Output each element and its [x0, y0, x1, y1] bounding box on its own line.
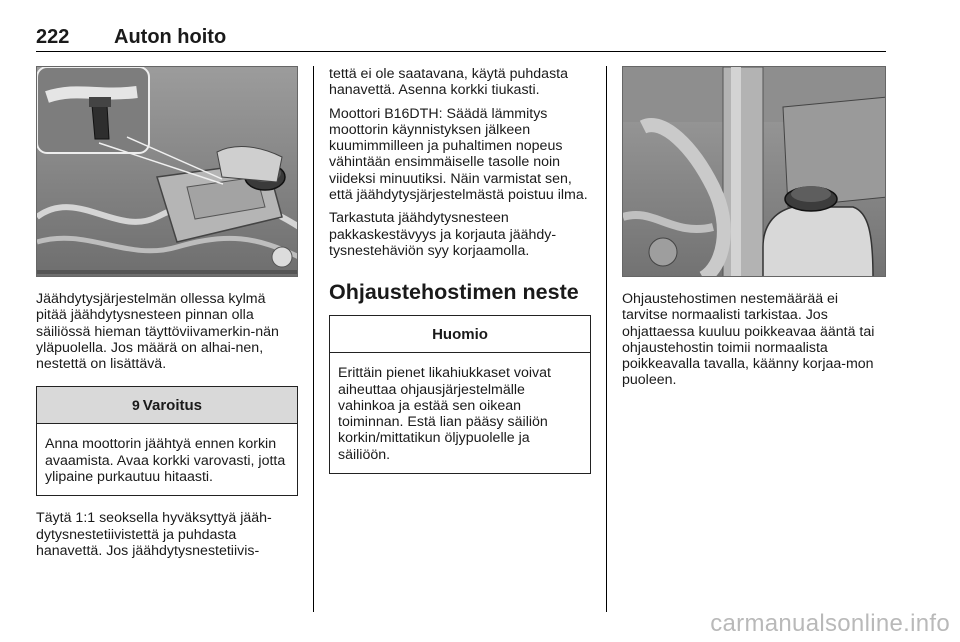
section-title: Auton hoito: [114, 26, 227, 48]
page-header: [36, 26, 886, 52]
warning-box: [36, 386, 298, 496]
power-steering-paragraph: Ohjaustehostimen nestemäärää ei tarvitse normaalisti tarkistaa. Jos ohjattaessa kuuluu poikkeavaa ääntä tai ohjaustehostin toimii normaalista poikkeavalla tavalla, käänny korjaa-mon puoleen.: [622, 291, 875, 389]
notice-box: [329, 315, 591, 474]
column-2: [329, 66, 591, 474]
warning-triangle-icon: 9: [132, 397, 140, 414]
notice-box-header: [330, 316, 590, 353]
notice-title: Huomio: [432, 325, 488, 343]
coolant-level-paragraph: Jäähdytysjärjestelmän ollessa kylmä pitää jäähdytysnesteen pinnan olla säiliössä hieman täyttöviivamerkin-nän yläpuolella. Jos määrä on alhai-nen, nestettä on lisättävä.: [36, 291, 279, 373]
column-divider-2: [606, 66, 607, 612]
warning-box-header: [37, 387, 297, 424]
column-divider-1: [313, 66, 314, 612]
column-3: [622, 66, 886, 389]
continuation-paragraph: tettä ei ole saatavana, käytä puhdasta hanavettä. Asenna korkki tiukasti.: [329, 66, 568, 99]
coolant-reservoir-illustration: [36, 66, 298, 277]
warning-text: Anna moottorin jäähtyä ennen korkin avaamista. Avaa korkki varovasti, jotta ylipaine purkautuu hitaasti.: [45, 436, 286, 486]
page-number: 222: [36, 26, 70, 48]
fill-instructions-paragraph: Täytä 1:1 seoksella hyväksyttyä jääh-dytysnestetiivistettä ja puhdasta hanavettä. Jos jäähdytysnestetiivis-: [36, 510, 272, 559]
watermark: carmanualsonline.info: [710, 610, 950, 637]
power-steering-heading: Ohjaustehostimen neste: [329, 280, 579, 305]
notice-text: Erittäin pienet likahiukkaset voivat aiheuttaa ohjausjärjestelmälle vahinkoa ja estää sen oikean toiminnan. Estä lian pääsy säiliön korkin/mittatikun öljypuolelle ja säiliöön.: [338, 365, 551, 463]
power-steering-reservoir-illustration: [622, 66, 886, 277]
b16dth-paragraph: Moottori B16DTH: Säädä lämmitys moottorin käynnistyksen jälkeen kuumimmilleen ja puhaltimen nopeus vähintään ensimmäiselle tasolle noin viideksi minuutiksi. Näin varmistat sen, että jäähdytysjärjestelmästä poistuu ilma.: [329, 105, 588, 204]
warning-title: Varoitus: [142, 396, 202, 414]
column-1: [36, 66, 298, 559]
antifreeze-paragraph: Tarkastuta jäähdytysnesteen pakkaskestävyys ja korjauta jäähdy-tysnestehäviön syy korjaamolla.: [329, 210, 557, 259]
